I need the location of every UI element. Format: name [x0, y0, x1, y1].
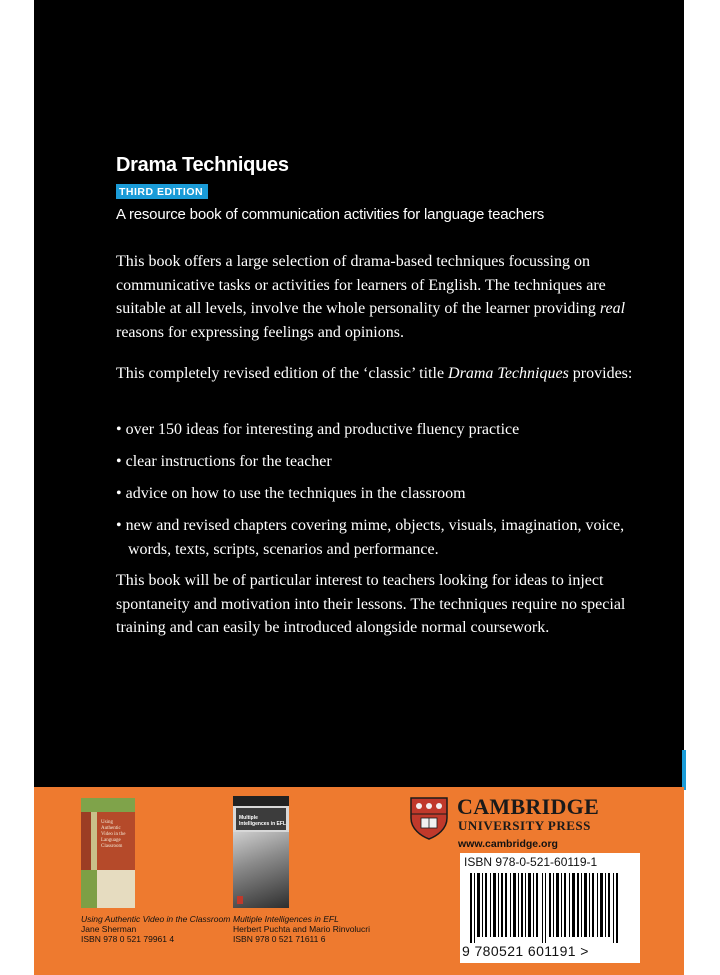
description-paragraph-2: This completely revised edition of the ‘classic’ title Drama Techniques provides:: [116, 365, 633, 382]
related-book-author: Herbert Puchta and Mario Rinvolucri: [233, 924, 371, 934]
related-book-cover-1: [81, 798, 135, 908]
barcode: [460, 853, 640, 963]
publisher-name: CAMBRIDGE: [457, 794, 600, 819]
related-book-title: Multiple Intelligences in EFL: [233, 914, 339, 924]
book-subtitle: A resource book of communication activities for language teachers: [116, 206, 545, 223]
book-title: Drama Techniques: [116, 154, 289, 176]
publisher-website: www.cambridge.org: [458, 838, 558, 850]
related-book-cover-title: Using Authentic Video in the Language Classroom: [101, 820, 126, 849]
barcode-bars: [462, 873, 638, 943]
related-book-author: Jane Sherman: [81, 924, 137, 934]
publisher-press: UNIVERSITY PRESS: [458, 818, 591, 833]
related-book-cover-2: [233, 796, 289, 908]
description-paragraph-1: This book offers a large selection of drama-based techniques focussing on communicative tasks or activities for learners of English. The techniques are suitable at all levels, involve the whole personality of the learner providing real reasons for expressing feelings and opinions.: [116, 253, 626, 341]
related-book-title: Using Authentic Video in the Classroom: [81, 914, 231, 924]
related-book-cover-title: Multiple Intelligences in EFL: [239, 815, 286, 827]
related-book-caption-2: [233, 914, 370, 944]
feature-bullet: • clear instructions for the teacher: [116, 453, 332, 470]
related-book-caption-1: [81, 914, 230, 944]
feature-bullet: • over 150 ideas for interesting and productive fluency practice: [116, 421, 520, 438]
emphasis-text: real: [599, 300, 626, 317]
related-book-isbn: ISBN 978 0 521 71611 6: [233, 934, 326, 944]
edition-badge: THIRD EDITION: [116, 184, 208, 199]
barcode-digits: 9 780521 601191 >: [462, 943, 589, 959]
description-paragraph-3: This book will be of particular interest to teachers looking for ideas to inject spontaneity and motivation into their lessons. The techniques require no special training and can easily be introduced alongside normal coursework.: [116, 572, 626, 636]
cambridge-shield-icon: [409, 796, 449, 840]
barcode-isbn: ISBN 978-0-521-60119-1: [464, 855, 598, 869]
related-book-isbn: ISBN 978 0 521 79961 4: [81, 934, 175, 944]
accent-tab: [682, 750, 686, 790]
emphasis-title: Drama Techniques: [448, 365, 569, 382]
feature-bullet: • new and revised chapters covering mime, objects, visuals, imagination, voice, words, texts, scripts, scenarios and performance.: [116, 517, 625, 558]
feature-bullet: • advice on how to use the techniques in the classroom: [116, 485, 466, 502]
